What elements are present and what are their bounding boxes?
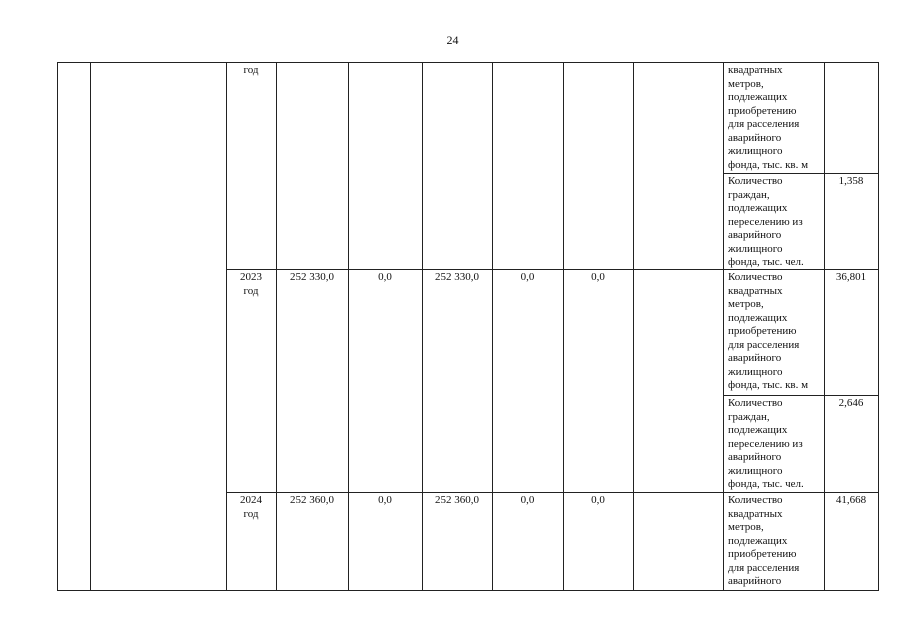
other-cell: 0,0 [591, 494, 605, 506]
regional-cell: 252 360,0 [435, 494, 479, 506]
row-line [226, 492, 879, 493]
local-cell: 0,0 [520, 271, 535, 283]
col-line [276, 62, 277, 591]
col-line [723, 62, 724, 591]
col-line [824, 62, 825, 591]
regional-cell: 252 330,0 [435, 271, 479, 283]
row-line [57, 62, 879, 63]
year-cell: 2024 год [240, 494, 262, 520]
indicator-value: 2,646 [838, 397, 864, 409]
indicator-value: 41,668 [835, 494, 867, 506]
federal-cell: 0,0 [378, 271, 392, 283]
year-cell: год [243, 64, 259, 76]
row-line [723, 395, 879, 396]
row-line [723, 173, 879, 174]
col-line [57, 62, 58, 591]
indicator-name: Количество граждан, подлежащих переселению из аварийного жилищного фонда, тыс. чел. [728, 397, 804, 490]
indicator-name: Количество квадратных метров, подлежащих приобретению для расселения аварийного [728, 494, 800, 587]
col-line [878, 62, 879, 591]
col-line [633, 62, 634, 591]
indicator-value: 1,358 [838, 175, 864, 187]
total-cell: 252 330,0 [290, 271, 334, 283]
col-line [226, 62, 227, 591]
row-line [57, 590, 879, 591]
col-line [90, 62, 91, 591]
page-number: 24 [446, 33, 459, 47]
indicator-name: Количество граждан, подлежащих переселению из аварийного жилищного фонда, тыс. чел. [728, 175, 804, 268]
year-cell: 2023 год [240, 271, 262, 297]
other-cell: 0,0 [591, 271, 605, 283]
indicator-name: Количество квадратных метров, подлежащих приобретению для расселения аварийного жилищного фонда, тыс. кв. м [728, 271, 809, 391]
indicator-value: 36,801 [835, 271, 867, 283]
indicator-name: квадратных метров, подлежащих приобретению для расселения аварийного жилищного фонда, тыс. кв. м [728, 64, 809, 171]
col-line [492, 62, 493, 591]
local-cell: 0,0 [520, 494, 535, 506]
total-cell: 252 360,0 [290, 494, 334, 506]
col-line [422, 62, 423, 591]
col-line [563, 62, 564, 591]
col-line [348, 62, 349, 591]
federal-cell: 0,0 [378, 494, 392, 506]
